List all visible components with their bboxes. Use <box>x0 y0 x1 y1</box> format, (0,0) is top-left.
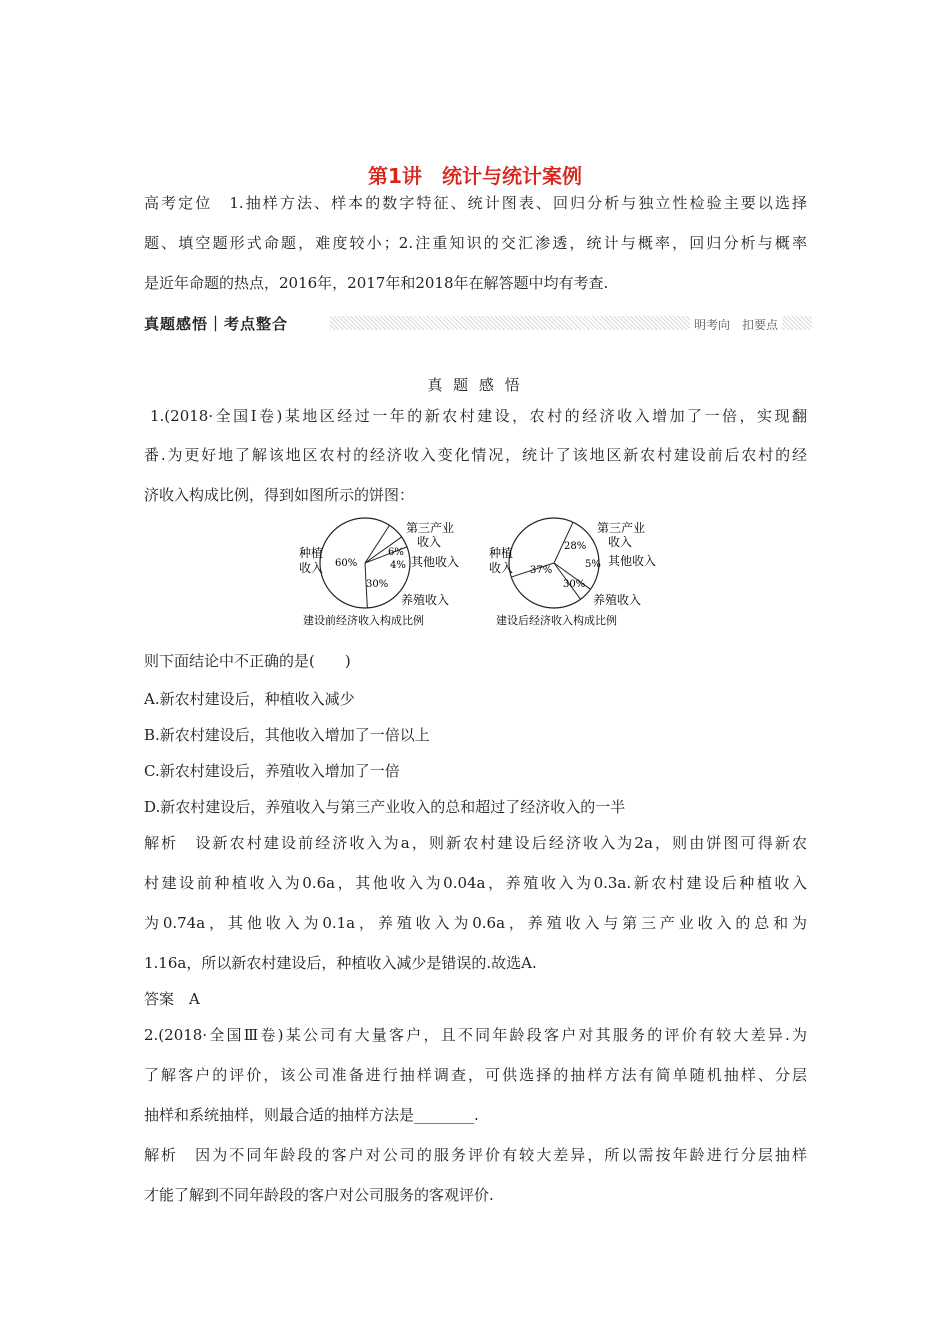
pie-caption: 建设前经济收入构成比例 <box>303 614 424 627</box>
q1-answer: 答案 A <box>144 990 200 1008</box>
q2-stem-line: 了解客户的评价，该公司准备进行抽样调查，可供选择的抽样方法有简单随机抽样、分层 <box>144 1066 807 1084</box>
label-other: 其他收入 <box>411 555 460 569</box>
banner-tail: 明考向 扣要点 <box>690 316 782 333</box>
pie-caption: 建设后经济收入构成比例 <box>496 614 617 627</box>
q1-analysis-line: 为0.74a，其他收入为0.1a，养殖收入为0.6a，养殖收入与第三产业收入的总和为 <box>144 914 807 932</box>
pct-other: 4% <box>390 560 406 571</box>
q1-analysis-line: 1.16a，所以新农村建设后，种植收入减少是错误的.故选A. <box>144 954 537 972</box>
label-tertiary: 第三产业 <box>406 521 455 535</box>
label-planting-2: 收入 <box>299 561 324 575</box>
banner-heading: 真题感悟｜考点整合 <box>144 315 289 333</box>
label-breeding: 养殖收入 <box>593 593 642 607</box>
q1-option-c: C.新农村建设后，养殖收入增加了一倍 <box>144 762 400 780</box>
q1-stem-line: 济收入构成比例，得到如图所示的饼图： <box>144 486 415 504</box>
q2-stem-line: 抽样和系统抽样，则最合适的抽样方法是________. <box>144 1106 479 1124</box>
pct-tertiary: 28% <box>564 541 587 552</box>
q1-option-d: D.新农村建设后，养殖收入与第三产业收入的总和超过了经济收入的一半 <box>144 798 626 816</box>
q1-analysis-line: 解析 设新农村建设前经济收入为a，则新农村建设后经济收入为2a，则由饼图可得新农 <box>144 834 807 852</box>
section-banner <box>144 312 812 336</box>
section-title: 真 题 感 悟 <box>427 376 523 394</box>
page-title: 第1讲 统计与统计案例 <box>368 164 582 188</box>
label-tertiary: 第三产业 <box>597 521 646 535</box>
pct-breeding: 30% <box>366 579 389 590</box>
label-planting: 种植 <box>299 546 324 560</box>
pie-chart-after <box>486 516 686 628</box>
q1-option-b: B.新农村建设后，其他收入增加了一倍以上 <box>144 726 430 744</box>
q1-analysis-line: 村建设前种植收入为0.6a，其他收入为0.04a，养殖收入为0.3a.新农村建设后种植收入 <box>144 874 807 892</box>
q1-stem-line: 1.(2018·全国Ⅰ卷)某地区经过一年的新农村建设，农村的经济收入增加了一倍，实现翻 <box>150 407 807 425</box>
pie-chart-before <box>285 516 475 628</box>
pct-tertiary: 6% <box>388 547 404 558</box>
pct-breeding: 30% <box>563 579 586 590</box>
q2-stem-line: 2.(2018·全国Ⅲ卷)某公司有大量客户，且不同年龄段客户对其服务的评价有较大差异.为 <box>144 1026 807 1044</box>
label-breeding: 养殖收入 <box>401 593 450 607</box>
q1-prompt: 则下面结论中不正确的是( ) <box>144 652 351 670</box>
positioning-line: 题、填空题形式命题，难度较小；2.注重知识的交汇渗透，统计与概率，回归分析与概率 <box>144 234 807 252</box>
label-tertiary-2: 收入 <box>608 535 633 549</box>
label-other: 其他收入 <box>608 554 657 568</box>
label-planting-2: 收入 <box>489 561 514 575</box>
positioning-line: 高考定位 1.抽样方法、样本的数字特征、统计图表、回归分析与独立性检验主要以选择 <box>144 194 807 212</box>
pct-planting: 37% <box>530 565 553 576</box>
positioning-line: 是近年命题的热点，2016年，2017年和2018年在解答题中均有考查. <box>144 274 609 292</box>
q1-option-a: A.新农村建设后，种植收入减少 <box>144 690 355 708</box>
label-planting: 种植 <box>489 546 514 560</box>
pct-planting: 60% <box>335 558 358 569</box>
label-tertiary-2: 收入 <box>417 535 442 549</box>
q2-analysis-line: 解析 因为不同年龄段的客户对公司的服务评价有较大差异，所以需按年龄进行分层抽样 <box>144 1146 807 1164</box>
q1-stem-line: 番.为更好地了解该地区农村的经济收入变化情况，统计了该地区新农村建设前后农村的经 <box>144 446 807 464</box>
q2-analysis-line: 才能了解到不同年龄段的客户对公司服务的客观评价. <box>144 1186 494 1204</box>
pct-other: 5% <box>585 559 601 570</box>
